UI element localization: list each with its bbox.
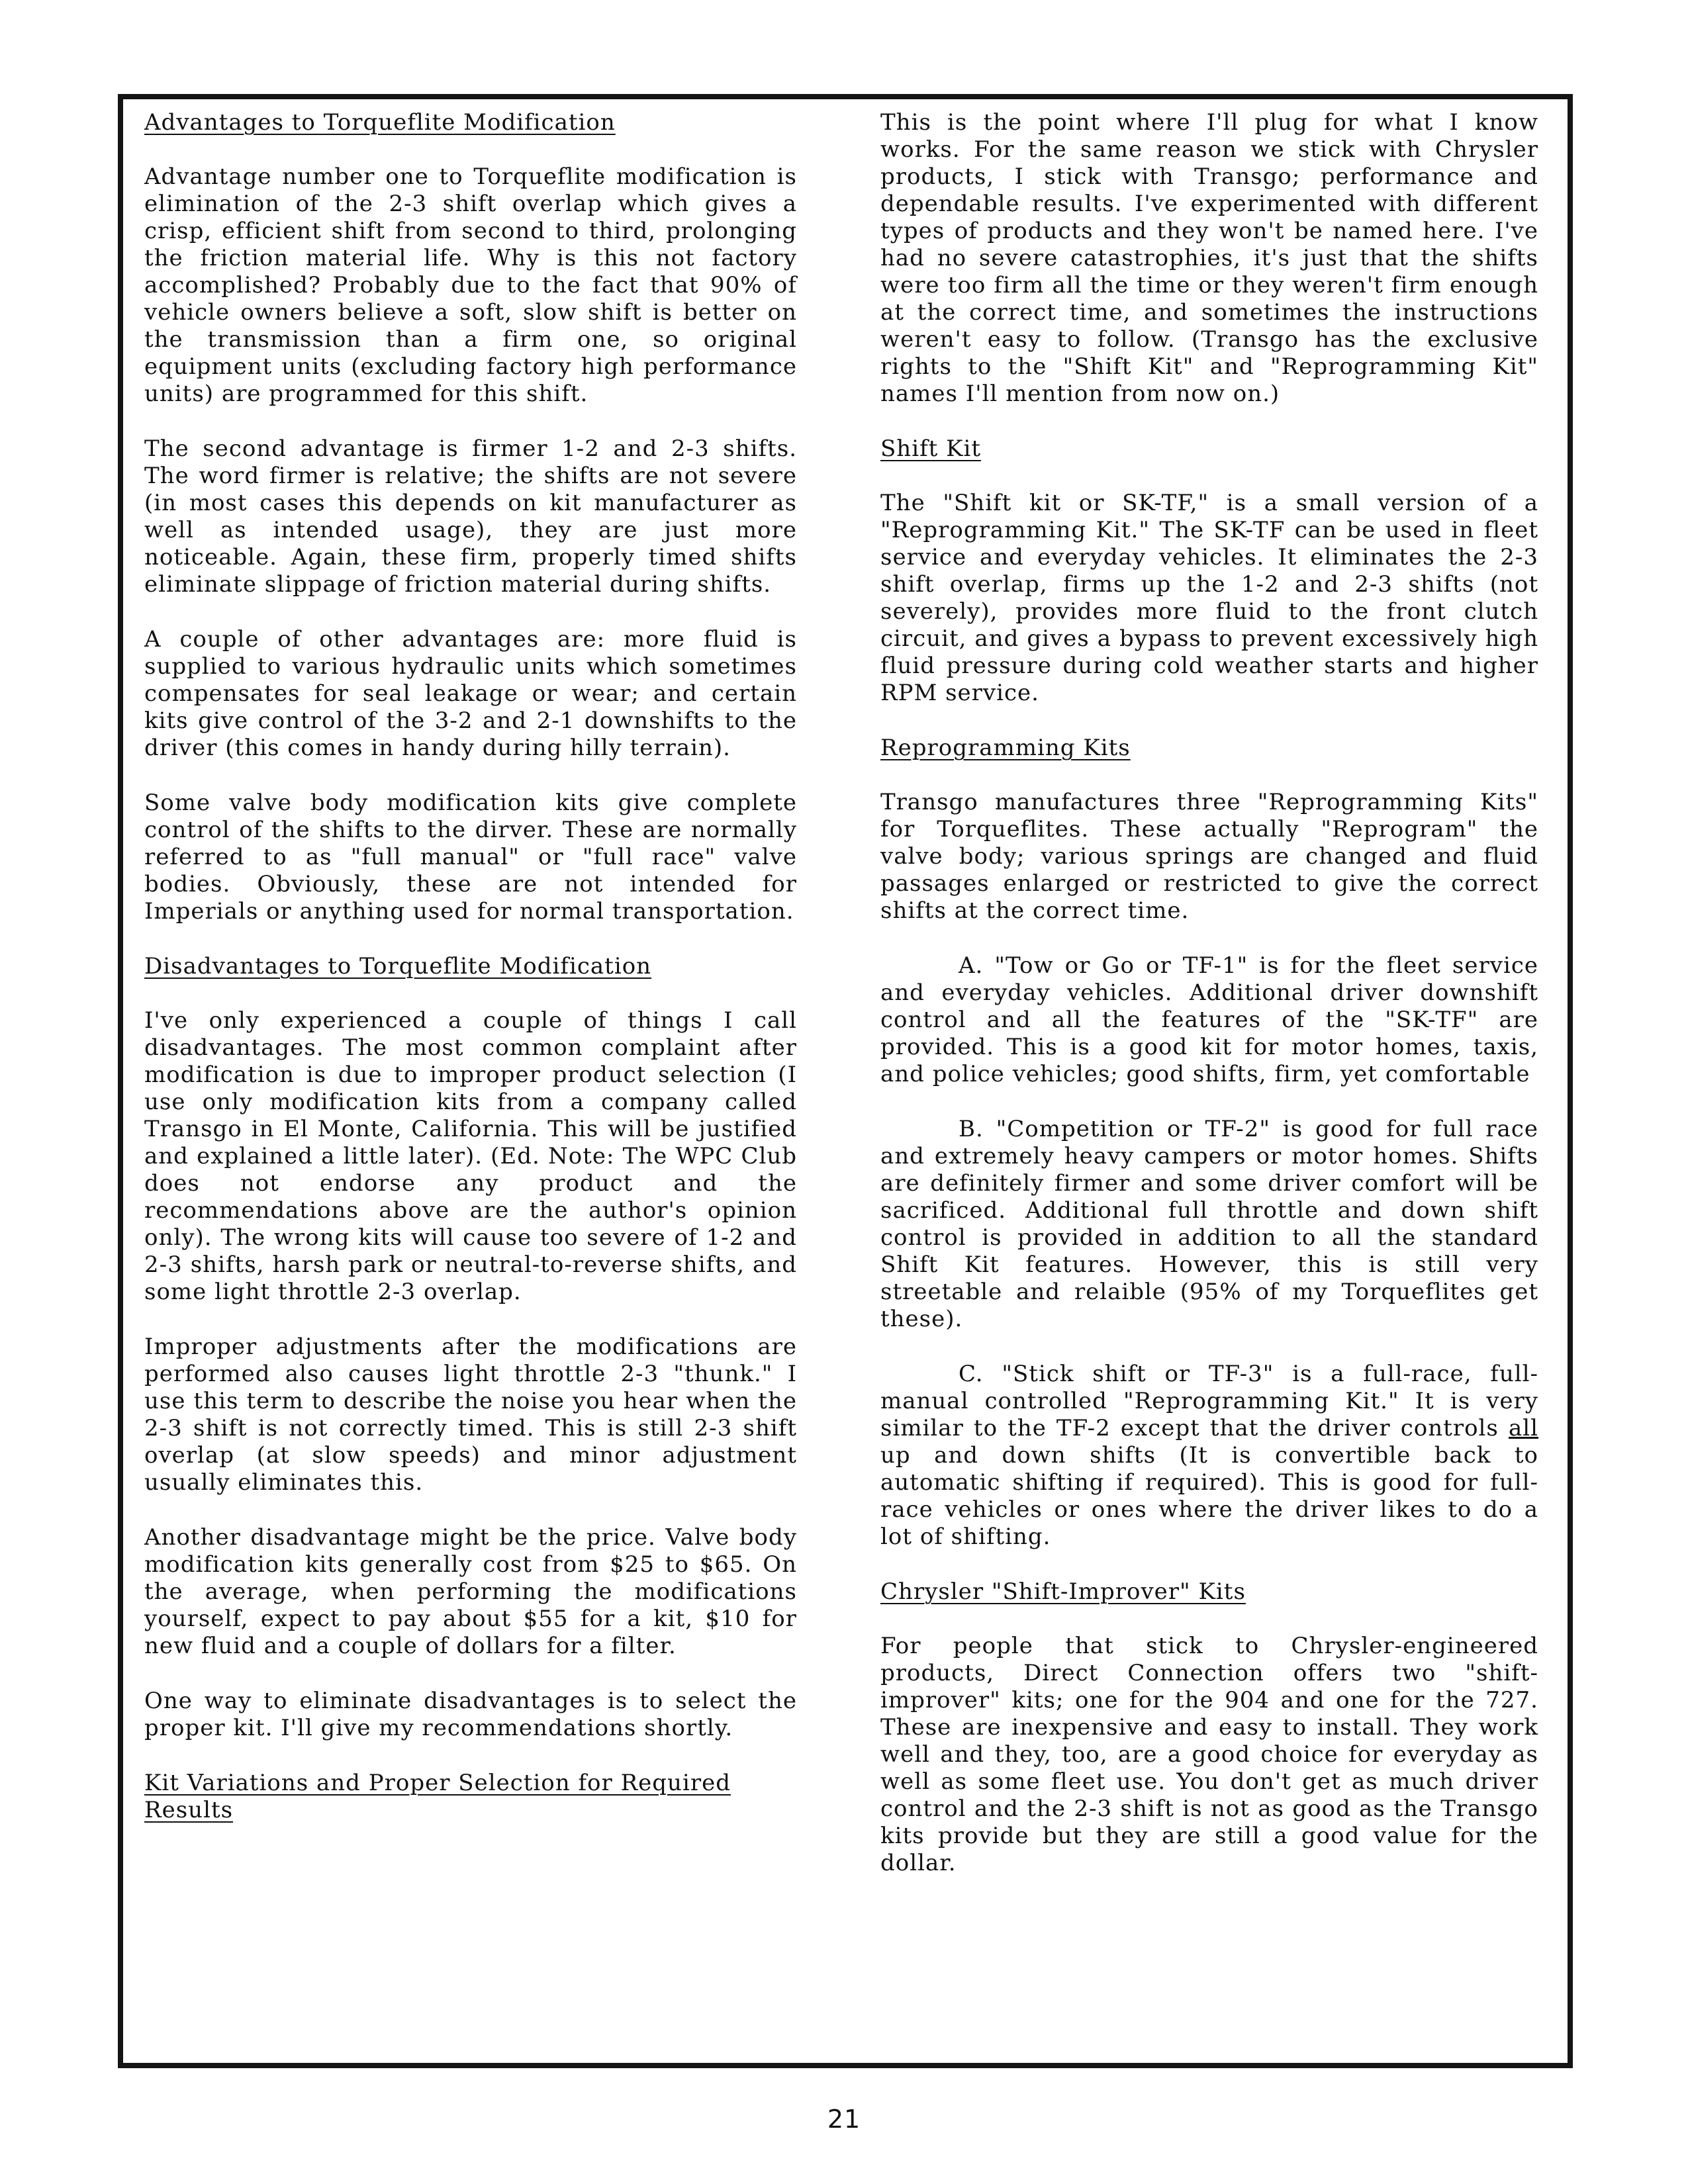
section-heading-shift-improver: Chrysler "Shift-Improver" Kits — [880, 1578, 1246, 1605]
kit-item-c-text-after: up and down shifts (It is convertible back to automatic shifting if required). This is good for full-race vehicles or ones where the driver likes to do a lot of shifting. — [880, 1442, 1538, 1550]
paragraph: Another disadvantage might be the price. Valve body modification kits generally cost from $25 to $65. On the average, when performing the modifications yourself, expect to pay about $55 for a kit, $10 for new fluid and a couple of dollars for a filter. — [144, 1524, 797, 1659]
section-heading-disadvantages: Disadvantages to Torqueflite Modification — [144, 953, 652, 979]
kit-item-b: B. "Competition or TF-2" is good for full race and extremely heavy campers or motor homes. Shifts are definitely firmer and some driver comfort will be sacrificed. Additional full throttle and down shift control is provided in addition to all the standard Shift Kit features. However, this is still very streetable and relaible (95% of my Torqueflites get these). — [880, 1116, 1538, 1332]
kit-item-c-text-before: C. "Stick shift or TF-3" is a full-race, full-manual controlled "Reprogramming Kit." It is very similar to the TF-2 except that the driver controls — [880, 1361, 1538, 1441]
section-heading-reprogramming-kits: Reprogramming Kits — [880, 735, 1131, 761]
paragraph: For people that stick to Chrysler-engineered products, Direct Connection offers two "shift-improver" kits; one for the 904 and one for the 727. These are inexpensive and easy to install. They work well and they, too, are a good choice for everyday as well as some fleet use. You don't get as much driver control and the 2-3 shift is not as good as the Transgo kits provide but they are still a good value for the dollar. — [880, 1633, 1538, 1876]
section-heading-advantages: Advantages to Torqueflite Modification — [144, 109, 616, 136]
section-heading-shift-kit: Shift Kit — [880, 435, 982, 462]
section-heading-kit-variations: Kit Variations and Proper Selection for Required Results — [144, 1770, 731, 1823]
paragraph: One way to eliminate disadvantages is to select the proper kit. I'll give my recommendations shortly. — [144, 1688, 797, 1741]
paragraph: Advantage number one to Torqueflite modification is elimination of the 2-3 shift overlap which gives a crisp, efficient shift from second to third, prolonging the friction material life. Why is this not factory accomplished? Probably due to the fact that 90% of vehicle owners believe a soft, slow shift is better on the transmission than a firm one, so original equipment units (excluding factory high performance units) are programmed for this shift. — [144, 163, 797, 407]
left-column — [144, 109, 797, 1824]
right-column — [880, 109, 1538, 1877]
paragraph: This is the point where I'll plug for what I know works. For the same reason we stick with Chrysler products, I stick with Transgo; performance and dependable results. I've experimented with different types of products and they won't be named here. I've had no severe catastrophies, it's just that the shifts were too firm all the time or they weren't firm enough at the correct time, and sometimes the instructions weren't easy to follow. (Transgo has the exclusive rights to the "Shift Kit" and "Reprogramming Kit" names I'll mention from now on.) — [880, 109, 1538, 407]
kit-item-c — [880, 1361, 1538, 1551]
paragraph: Some valve body modification kits give complete control of the shifts to the dirver. These are normally referred to as "full manual" or "full race" valve bodies. Obviously, these are not intended for Imperials or anything used for normal transportation. — [144, 790, 797, 925]
kit-item-c-emphasis: all — [1508, 1415, 1538, 1441]
paragraph: The "Shift kit or SK-TF," is a small version of a "Reprogramming Kit." The SK-TF can be used in fleet service and everyday vehicles. It eliminates the 2-3 shift overlap, firms up the 1-2 and 2-3 shifts (not severely), provides more fluid to the front clutch circuit, and gives a bypass to prevent excessively high fluid pressure during cold weather starts and higher RPM service. — [880, 490, 1538, 706]
page-number: 21 — [827, 2105, 861, 2134]
paragraph: The second advantage is firmer 1-2 and 2-3 shifts. The word firmer is relative; the shifts are not severe (in most cases this depends on kit manufacturer as well as intended usage), they are just more noticeable. Again, these firm, properly timed shifts eliminate slippage of friction material during shifts. — [144, 435, 797, 598]
paragraph: I've only experienced a couple of things I call disadvantages. The most common complaint after modification is due to improper product selection (I use only modification kits from a company called Transgo in El Monte, California. This will be justified and explained a little later). (Ed. Note: The WPC Club does not endorse any product and the recommendations above are the author's opinion only). The wrong kits will cause too severe of 1-2 and 2-3 shifts, harsh park or neutral-to-reverse shifts, and some light throttle 2-3 overlap. — [144, 1007, 797, 1305]
paragraph: Improper adjustments after the modifications are performed also causes light throttle 2-3 "thunk." I use this term to describe the noise you hear when the 2-3 shift is not correctly timed. This is still 2-3 shift overlap (at slow speeds) and minor adjustment usually eliminates this. — [144, 1334, 797, 1496]
paragraph: Transgo manufactures three "Reprogramming Kits" for Torqueflites. These actually "Reprogram" the valve body; various springs are changed and fluid passages enlarged or restricted to give the correct shifts at the correct time. — [880, 789, 1538, 924]
paragraph: A couple of other advantages are: more fluid is supplied to various hydraulic units which sometimes compensates for seal leakage or wear; and certain kits give control of the 3-2 and 2-1 downshifts to the driver (this comes in handy during hilly terrain). — [144, 626, 797, 761]
kit-item-a: A. "Tow or Go or TF-1" is for the fleet service and everyday vehicles. Additional driver downshift control and all the features of the "SK-TF" are provided. This is a good kit for motor homes, taxis, and police vehicles; good shifts, firm, yet comfortable — [880, 952, 1538, 1087]
